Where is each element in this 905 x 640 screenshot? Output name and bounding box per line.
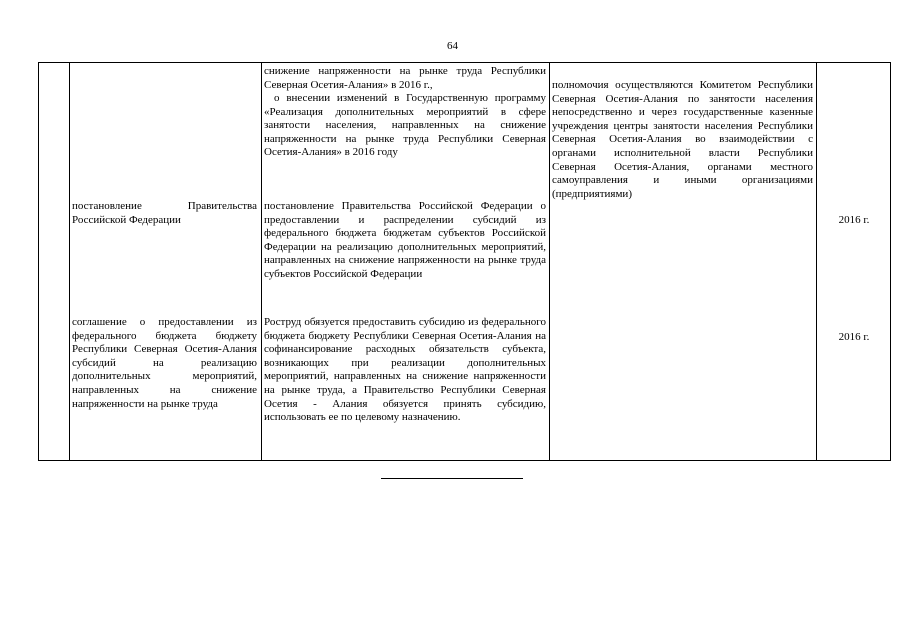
row2-col3-description: постановление Правительства Российской Федерации о предоставлении и распределении субсидий из федерального бюджета бюджетам субъектов Российской Федерации на реализацию дополнительных мероприятий, направленных на снижение напряженности на рынке труда субъектов Российской Федерации	[264, 200, 546, 280]
document-table	[38, 62, 891, 461]
row2-col2-document-type: постановление Правительства Российской Федерации	[72, 200, 257, 226]
row3-year: 2016 г.	[838, 331, 870, 343]
column-divider-1	[69, 63, 70, 460]
row3-col3-description: Роструд обязуется предоставить субсидию из федерального бюджета бюджету Республики Северная Осетия-Алания на софинансирование расходных обязательств субъекта, возникающих при реализации дополнительных мероприятий, направленных на снижение напряженности на рынке труда, а Правительство Республики Северная Осетия - Алания обязуется принять субсидию, использовать ее по целевому назначению.	[264, 316, 546, 424]
column-divider-2	[261, 63, 262, 460]
page-number: 64	[447, 40, 458, 52]
col4-authority-text: полномочия осуществляются Комитетом Республики Северная Осетия-Алания по занятости населения непосредственно и через государственные казенные учреждения центры занятости населения Республики Северная Осетия-Алания во взаимодействии с органами исполнительной власти Республики Северная Осетия-Алания, органами местного самоуправления и иными организациями (предприятиями)	[552, 79, 813, 200]
row2-year: 2016 г.	[838, 214, 870, 226]
row3-col2-document-type: соглашение о предоставлении из федерального бюджета бюджету Республики Северная Осетия-Алания субсидий на реализацию дополнительных мероприятий, направленных на снижение напряженности на рынке труда	[72, 316, 257, 410]
column-divider-4	[816, 63, 817, 460]
row1-col3-continuation: снижение напряженности на рынке труда Республики Северная Осетия-Алания» в 2016 г.,	[264, 65, 546, 91]
footnote-separator	[381, 478, 523, 479]
column-divider-3	[549, 63, 550, 460]
row1-col3-item: о внесении изменений в Государственную программу «Реализация дополнительных мероприятий в сфере занятости населения, направленных на снижение напряженности на рынке труда Республики Северная Осетия-Алания» в 2016 году	[264, 92, 546, 159]
